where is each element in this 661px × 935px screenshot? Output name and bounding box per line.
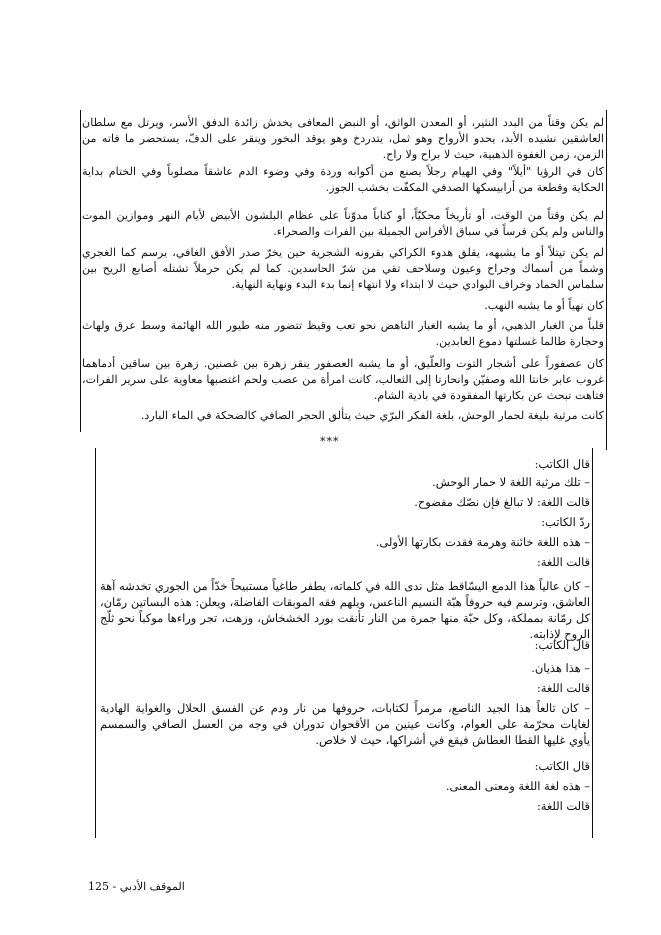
dialogue-right-rule — [592, 448, 593, 838]
paragraph-3: لم يكن وقتاً من الوقت، أو تأريخاً محكيّاً، أو كتاباً مدوّناً على عظام البلشون الأبيض لأيام النهر وموازين الموت والناس ولم يكن فرساً في سباق الأفراس الجميلة بين الفرات والصحراء. — [82, 209, 604, 238]
paragraph-1: لم يكن وقتاً من البدد النثير، أو المعدن الواثق، أو النبض المعافى يخدش زائدة الدفق الأسر، ويرتل مع سلطان العاشقين نشيده الأبد، يحدو الأرواح وهو ثمل، يتدردخ وهو يوقد البخور وينقر على الدفّ، يستحضر ما فاته من الزمن، زمن الغفوة الذهبية، حيث لا براح ولا راح. — [82, 116, 604, 161]
dialogue-line: قال الكاتب: — [534, 759, 590, 773]
paragraph-4: لم يكن تيتلاً أو ما يشبهه، يقلق هدوء الكراكي بقرونه الشجرية حين يخرّ صدر الأفق الغافي، يرسم كما الغجري وشماً من أسماك وجراح وعيون وسلاحف تقي من شرّ الحاسدين. كما لم يكن حرملاً تشتله أصابع الريح بين سلماس الحماد وخراف البوادي حيث لا ابتداء ولا انتهاء إنما بدء البدء ونهاية النهاية. — [82, 246, 604, 291]
dialogue-line: – تلك مرثية اللغة لا حمار الوحش. — [432, 475, 590, 489]
section-separator: *** — [320, 435, 340, 448]
dialogue-line: – هذه لغة اللغة ومعنى المعنى. — [445, 779, 590, 793]
dialogue-line: قالت اللغة: — [536, 681, 590, 695]
dialogue-line: – هذه اللغة خائنة وهرمة فقدت بكارتها الأولى. — [375, 535, 590, 549]
dialogue-line: – كان تالعاً هذا الجيد الناصع، مرمراً لكتابات، حروفها من نار ودم عن الفسق الحلال والغواية الهادية لغايات محرّمة على العوام، وكانت عينين من الأقحوان تدوران في وجه من العسل الصافي والسمسم يأوي غليها القطا العطاش فيقع في أشراكها، حيث لا خلاص. — [100, 701, 590, 747]
paragraph-6: قلباً من الغبار الذهبي، أو ما يشبه الغبار الناهض نحو تعب وقيظ تتضور منه طيور الله الهائمة وسط عرق ولهاث وحجارة طالما غسلتها دموع العابدين. — [82, 319, 604, 348]
dialogue-line: – هذا هذيان. — [531, 661, 590, 675]
dialogue-line: قال الكاتب: — [534, 457, 590, 471]
paragraph-8: كانت مرثية بليغة لحمار الوحش، بلغة الفكر البرّي حيث يتألق الحجر الصافي كالضحكة في الماء البارد. — [140, 409, 604, 422]
dialogue-line: قالت اللغة: — [536, 799, 590, 813]
page-footer: الموقف الأدبي - 125 — [88, 880, 185, 893]
paragraph-7: كان عصفوراً على أشجار التوت والعلّيق، أو ما يشبه العصفور ينقر زهرة بين غصنين. زهرة بين ساقين أدماهما غروب عابر خانتا الله وصفيّن وانحازتا إلى الثعالب، كانت امرأة من عصب ولحم اغتصبها معاوية على سرير الفرات، فتاهت تبحث عن بكارتها المفقودة في بادية الشام. — [82, 357, 604, 402]
dialogue-line: قالت اللغة: لا تبالغ فإن نصّك مفضوح. — [414, 495, 590, 509]
left-rule — [80, 110, 81, 432]
dialogue-left-rule — [95, 448, 96, 838]
right-rule — [606, 110, 607, 450]
paragraph-5: كان نهياً أو ما يشبه النهب. — [484, 299, 604, 312]
paragraph-2: كان في الرؤيا "أيلاً" وفي الهيام رجلاً يصنع من أكوابه وردة وفي وضوء الدم عاشقاً مصلوباً وفي الختام بداية الحكاية وقطعة من أرابيسكها الصدفي المكفّت بخشب الجوز. — [82, 165, 604, 194]
dialogue-line: قال الكاتب: — [534, 638, 590, 652]
dialogue-line: ردّ الكاتب: — [541, 515, 590, 529]
dialogue-line: قالت اللغة: — [536, 555, 590, 569]
dialogue-line: – كان عالياً هذا الدمع اليسّاقط مثل ندى الله في كلماته، يطفر طاغياً مستبيحاً خدّاً من الجوري تخدشه آهة العاشق، وترسم فيه حروفاً هبّة النسيم الناعس، ويلهم فقه الموبقات الفاضلة، ويعلن: هذه البساتين رمّان، كل رمّانة بمملكة، وكل حبّة منها جمرة من النار تأنقت بورد الخشخاش، وزهت، تجر وراءها موكباً نحو ثلّج الروح لإذابته. — [100, 579, 590, 641]
